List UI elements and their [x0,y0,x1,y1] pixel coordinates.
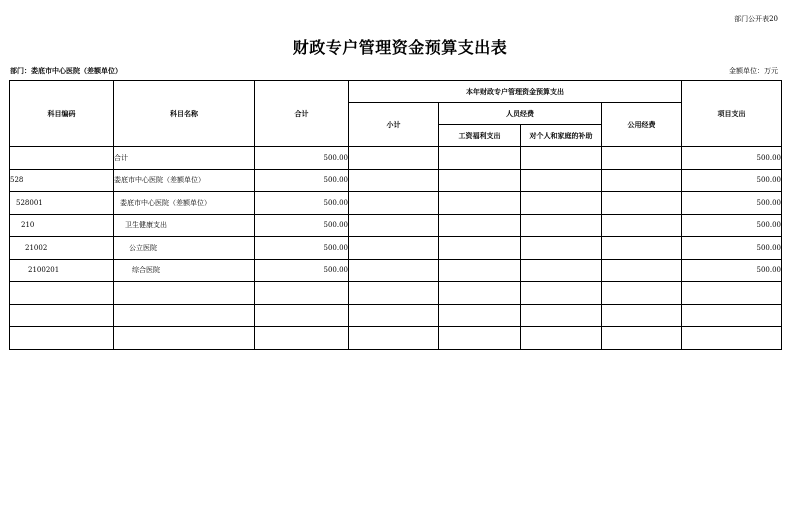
row-code: 210 [10,214,114,237]
row-name: 公立医院 [114,237,255,260]
row-project: 500.00 [682,214,782,237]
table-row [10,214,782,237]
header-group: 本年财政专户管理资金预算支出 [349,81,682,103]
row-name: 娄底市中心医院（差额单位） [114,192,255,215]
row-code [10,147,114,170]
table-row [10,192,782,215]
row-code: 528001 [10,192,114,215]
row-name: 综合医院 [114,259,255,282]
row-total: 500.00 [255,192,349,215]
table-row [10,147,782,170]
row-project: 500.00 [682,147,782,170]
document-number: 部门公开表20 [734,15,778,23]
header-name: 科目名称 [114,81,255,147]
empty-row [10,327,782,350]
row-project: 500.00 [682,237,782,260]
header-public: 公用经费 [602,103,682,147]
row-total: 500.00 [255,169,349,192]
header-project: 项目支出 [682,81,782,147]
row-project: 500.00 [682,169,782,192]
empty-row [10,282,782,305]
header-total: 合计 [255,81,349,147]
row-project: 500.00 [682,259,782,282]
header-salary: 工资福利支出 [439,125,521,147]
row-code: 2100201 [10,259,114,282]
amount-unit-label: 金额单位：万元 [729,67,778,75]
header-subtotal: 小计 [349,103,439,147]
row-name: 娄底市中心医院（差额单位） [114,169,255,192]
row-project: 500.00 [682,192,782,215]
header-code: 科目编码 [10,81,114,147]
row-name: 合计 [114,147,255,170]
header-subsidy: 对个人和家庭的补助 [521,125,602,147]
row-total: 500.00 [255,259,349,282]
row-total: 500.00 [255,214,349,237]
table-row [10,237,782,260]
header-personnel: 人员经费 [439,103,602,125]
table-row [10,259,782,282]
budget-table [9,80,782,350]
row-name: 卫生健康支出 [114,214,255,237]
department-label: 部门：娄底市中心医院（差额单位） [10,66,122,75]
row-total: 500.00 [255,237,349,260]
row-code: 21002 [10,237,114,260]
table-row [10,169,782,192]
row-code: 528 [10,169,114,192]
empty-row [10,304,782,327]
page-title: 财政专户管理资金预算支出表 [292,38,508,57]
row-total: 500.00 [255,147,349,170]
